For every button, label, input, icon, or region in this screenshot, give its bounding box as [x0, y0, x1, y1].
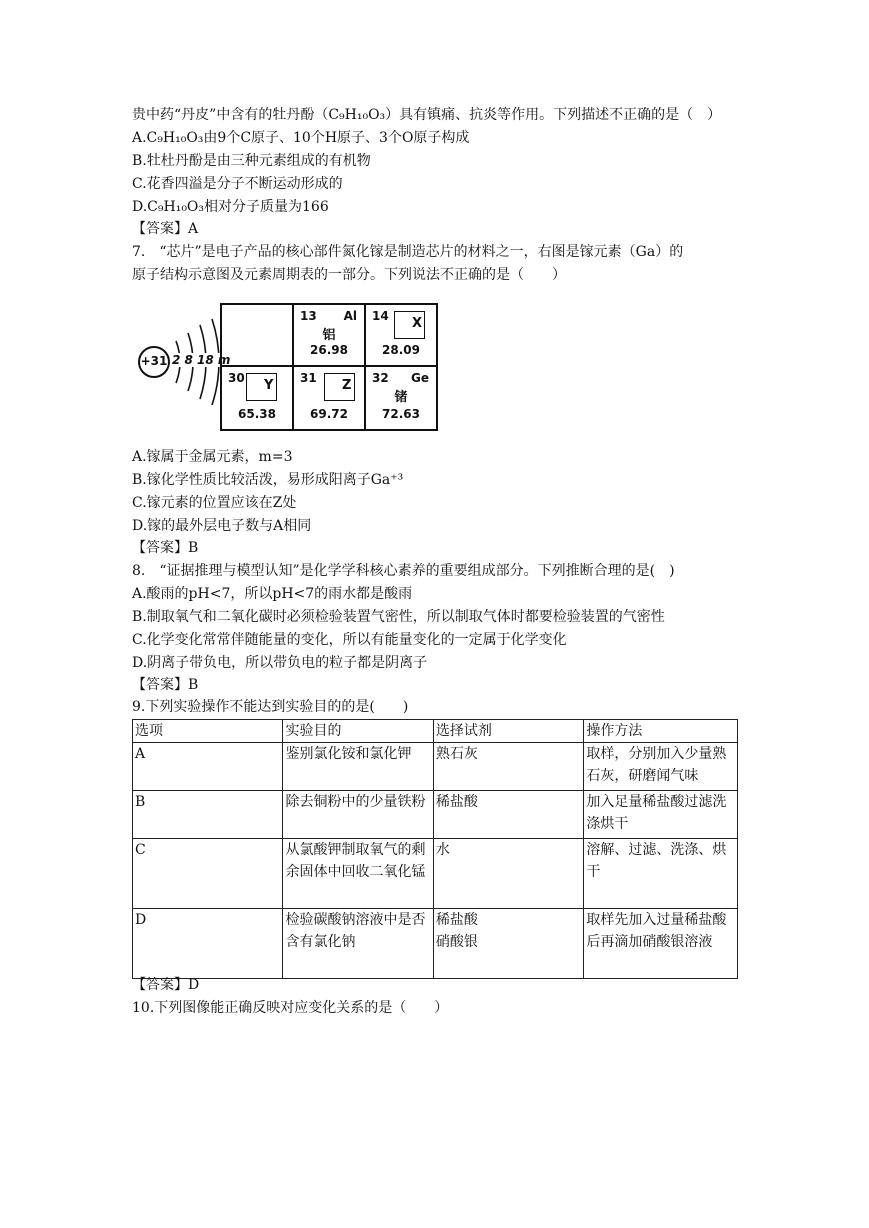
cell-number: 13 [300, 309, 317, 323]
cell-option: C [133, 839, 283, 909]
header-method: 操作方法 [584, 720, 738, 743]
cell-number: 14 [372, 309, 389, 323]
cell-number: 30 [228, 371, 245, 385]
cell-symbol: Z [342, 378, 352, 393]
cell-name: 铝 [322, 328, 336, 343]
q7-option-c: C.镓元素的位置应该在Z处 [132, 495, 297, 511]
cell-purpose: 除去铜粉中的少量铁粉 [283, 791, 433, 839]
atom-nucleus-label: +31 [140, 354, 168, 368]
cell-method: 溶解、过滤、洗涤、烘干 [584, 839, 738, 909]
table-cell-empty [220, 303, 294, 367]
table-cell-z [292, 365, 366, 431]
table-header-row [133, 720, 738, 743]
table-cell-al [292, 303, 366, 367]
q7-stem-line1: 7. “芯片”是电子产品的核心部件氮化镓是制造芯片的材料之一，右图是镓元素（Ga）的 [132, 244, 684, 260]
gallium-figure [132, 293, 462, 435]
q7-option-b: B.镓化学性质比较活泼，易形成阳离子Ga⁺³ [132, 472, 404, 488]
q8-option-b: B.制取氧气和二氧化碳时必须检验装置气密性，所以制取气体时都要检验装置的气密性 [132, 609, 665, 625]
table-cell-x [364, 303, 438, 367]
table-row [133, 743, 738, 791]
q9-table [132, 719, 738, 979]
cell-number: 32 [372, 371, 389, 385]
q6-option-b: B.牡杜丹酚是由三种元素组成的有机物 [132, 153, 371, 169]
cell-name: 锗 [394, 390, 408, 405]
header-reagent: 选择试剂 [433, 720, 583, 743]
cell-purpose: 从氯酸钾制取氧气的剩余固体中回收二氧化锰 [283, 839, 433, 909]
cell-purpose: 鉴别氯化铵和氯化钾 [283, 743, 433, 791]
q6-answer: 【答案】A [132, 221, 199, 237]
cell-mass: 65.38 [238, 407, 276, 421]
q6-stem: 贵中药“丹皮”中含有的牡丹酚（C₉H₁₀O₃）具有镇痛、抗炎等作用。下列描述不正确的是（ ） [132, 107, 722, 123]
q7-stem-line2: 原子结构示意图及元素周期表的一部分。下列说法不正确的是（ ） [132, 267, 566, 283]
q8-answer: 【答案】B [132, 677, 199, 693]
table-cell-y [220, 365, 294, 431]
cell-option: B [133, 791, 283, 839]
q7-option-a: A.镓属于金属元素，m=3 [132, 449, 293, 465]
cell-symbol: X [412, 316, 423, 331]
cell-method: 取样，分别加入少量熟石灰，研磨闻气味 [584, 743, 738, 791]
cell-method: 取样先加入过量稀盐酸后再滴加硝酸银溶液 [584, 909, 738, 979]
cell-mass: 28.09 [382, 343, 420, 357]
cell-symbol: Al [343, 309, 357, 323]
q8-stem: 8. “证据推理与模型认知”是化学学科核心素养的重要组成部分。下列推断合理的是( ) [132, 563, 675, 579]
header-option: 选项 [133, 720, 283, 743]
cell-mass: 26.98 [310, 343, 348, 357]
cell-reagent: 水 [433, 839, 583, 909]
q6-option-c: C.花香四溢是分子不断运动形成的 [132, 176, 343, 192]
q7-option-d: D.镓的最外层电子数与A相同 [132, 518, 312, 534]
q7-answer: 【答案】B [132, 540, 199, 556]
cell-mass: 72.63 [382, 407, 420, 421]
q9-stem: 9.下列实验操作不能达到实验目的的是( ) [132, 699, 409, 715]
cell-option: D [133, 909, 283, 979]
table-row [133, 909, 738, 979]
cell-mass: 69.72 [310, 407, 348, 421]
table-row [133, 839, 738, 909]
q6-option-d: D.C₉H₁₀O₃相对分子质量为166 [132, 199, 329, 215]
cell-method: 加入足量稀盐酸过滤洗涤烘干 [584, 791, 738, 839]
header-purpose: 实验目的 [283, 720, 433, 743]
atom-shells-label: 2 8 18 m [172, 353, 231, 367]
cell-reagent: 稀盐酸 硝酸银 [433, 909, 583, 979]
cell-number: 31 [300, 371, 317, 385]
table-row [133, 791, 738, 839]
q10-stem: 10.下列图像能正确反映对应变化关系的是（ ） [132, 1000, 449, 1016]
cell-symbol: Ge [411, 371, 429, 385]
q6-option-a: A.C₉H₁₀O₃由9个C原子、10个H原子、3个O原子构成 [132, 130, 470, 146]
table-cell-ge [364, 365, 438, 431]
q8-option-a: A.酸雨的pH<7，所以pH<7的雨水都是酸雨 [132, 586, 413, 602]
cell-purpose: 检验碳酸钠溶液中是否含有氯化钠 [283, 909, 433, 979]
q9-answer: 【答案】D [132, 977, 200, 993]
q8-option-d: D.阴离子带负电，所以带负电的粒子都是阴离子 [132, 655, 428, 671]
cell-option: A [133, 743, 283, 791]
cell-reagent: 熟石灰 [433, 743, 583, 791]
cell-symbol: Y [264, 378, 274, 393]
q8-option-c: C.化学变化常常伴随能量的变化，所以有能量变化的一定属于化学变化 [132, 632, 567, 648]
cell-reagent: 稀盐酸 [433, 791, 583, 839]
